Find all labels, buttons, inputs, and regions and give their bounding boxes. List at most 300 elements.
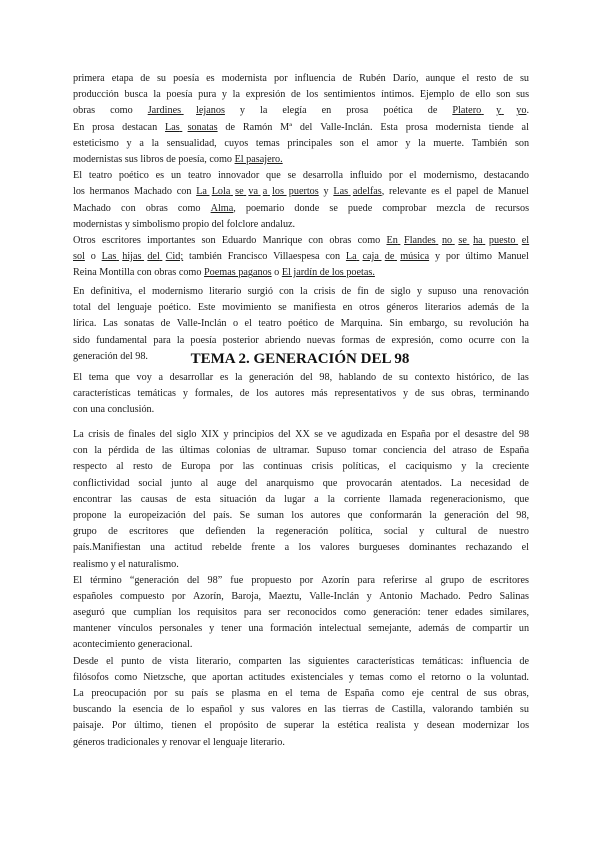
word-gap (126, 718, 134, 734)
word: siglo (390, 286, 411, 297)
word: Valle-Inclán (309, 590, 360, 602)
word: aportan (212, 671, 243, 683)
word: punto (121, 655, 145, 667)
word-gap (184, 686, 192, 702)
word: en (342, 302, 353, 314)
word-gap (264, 524, 275, 540)
word-gap (417, 573, 425, 589)
word: requisitos (197, 607, 237, 619)
word: obras (145, 202, 168, 214)
word: de (160, 318, 171, 330)
word-gap (287, 300, 294, 316)
word-gap (106, 508, 113, 524)
text-line (73, 670, 529, 686)
book-title: Cid; (165, 251, 184, 263)
word-gap (152, 370, 159, 386)
word: movimiento (222, 302, 272, 314)
word-gap (275, 492, 284, 508)
word: teatro (258, 318, 282, 330)
word: con (176, 186, 192, 198)
word-gap (398, 136, 406, 152)
word: obras (329, 234, 352, 246)
word: destacando (483, 170, 529, 182)
word-gap (199, 71, 206, 87)
book-title: En (386, 234, 398, 246)
word: de (375, 704, 385, 716)
word: resto (476, 73, 497, 84)
word: de (475, 202, 486, 214)
book-title: Alma (210, 202, 234, 214)
word: españoles (73, 590, 113, 602)
word: literario (209, 286, 242, 297)
word: valores (271, 704, 301, 716)
word: que (111, 607, 127, 619)
word: Ejemplo (419, 89, 455, 101)
word-gap (509, 718, 517, 734)
word: realista (376, 720, 406, 732)
word-gap (232, 508, 239, 524)
word: y (405, 137, 411, 149)
word: Manuel (497, 186, 529, 198)
word: XIX (200, 429, 220, 440)
word: Manuel (497, 251, 529, 263)
word-gap (511, 370, 518, 386)
word: poesía (190, 334, 217, 346)
word: por (445, 251, 460, 263)
word: compartir (472, 623, 512, 635)
word-gap (425, 386, 432, 402)
text-line (73, 152, 529, 168)
word: formas (341, 334, 370, 346)
text-line (73, 492, 529, 508)
word-gap (152, 621, 159, 637)
word: llamada (389, 493, 422, 505)
word: lírica. (73, 318, 97, 330)
word-gap (400, 540, 410, 556)
word-gap (368, 702, 375, 718)
word: poética (383, 105, 413, 117)
book-title: a (262, 186, 268, 198)
word: el (521, 542, 529, 554)
word-gap (263, 621, 270, 637)
word: Nietzsche, (143, 671, 186, 683)
word-gap (331, 103, 346, 119)
word-gap (258, 718, 266, 734)
word: sus (516, 89, 530, 101)
word: los (517, 720, 530, 732)
word: La (73, 429, 84, 440)
text-line (73, 300, 529, 316)
text-line (73, 249, 529, 265)
word: terminando (482, 388, 530, 400)
word: es (155, 170, 165, 182)
word: por (153, 688, 168, 699)
word-gap (133, 103, 148, 119)
word-gap (242, 370, 249, 386)
word-gap (225, 103, 240, 119)
word: por (219, 461, 234, 473)
word-gap (202, 621, 209, 637)
word: defienden (205, 526, 246, 538)
word-gap (417, 168, 424, 184)
word-gap (168, 524, 179, 540)
word: Salinas (499, 590, 529, 602)
word: sus (483, 688, 497, 699)
word: características (356, 655, 415, 667)
word-gap (132, 492, 141, 508)
word-gap (185, 589, 193, 605)
word: producción (73, 89, 119, 101)
word-gap (442, 476, 451, 492)
word: eje (411, 688, 424, 699)
word: renovación (483, 286, 529, 297)
word: temas (255, 137, 280, 149)
word-gap (192, 476, 201, 492)
word: del (187, 574, 200, 586)
word-gap (328, 386, 335, 402)
word: el (361, 137, 369, 149)
word-gap (413, 103, 428, 119)
word: voluntad. (490, 671, 529, 683)
word: principios (233, 429, 274, 440)
word: En (73, 286, 85, 297)
word: temáticas (137, 388, 176, 400)
word-gap (489, 508, 496, 524)
word: influencia (471, 655, 512, 667)
word-gap (372, 201, 382, 217)
word-gap (465, 621, 472, 637)
word: su (156, 73, 167, 84)
word-gap (190, 605, 197, 621)
word-gap (118, 524, 129, 540)
word: el (462, 73, 470, 84)
book-title: Lola (211, 186, 231, 198)
word-gap (455, 718, 463, 734)
word-gap (292, 573, 300, 589)
word-gap (373, 120, 381, 136)
book-title: no (441, 234, 453, 246)
word-gap (122, 573, 130, 589)
word-gap (250, 508, 257, 524)
word: similares, (489, 607, 530, 619)
word: supuso (428, 286, 457, 297)
text-line (73, 621, 529, 637)
word-gap (373, 524, 384, 540)
word: se (215, 688, 225, 699)
word: conciencia (383, 445, 427, 457)
word-gap (164, 168, 171, 184)
word: con (500, 334, 516, 346)
word: La (450, 477, 462, 489)
word-gap (196, 718, 204, 734)
word-gap (141, 540, 151, 556)
word-gap (130, 476, 139, 492)
word-gap (408, 370, 415, 386)
word-gap (311, 540, 321, 556)
word: grupo (73, 526, 97, 538)
word-gap (165, 540, 175, 556)
word: de (324, 318, 335, 330)
word: recursos (495, 202, 530, 214)
word: país (191, 688, 208, 699)
word: expresión (245, 89, 286, 101)
text-run: géneros tradicionales y renovar el lenguaje literario. (73, 736, 285, 748)
word-gap (95, 103, 110, 119)
word: preocupación (91, 688, 147, 699)
text-line (73, 573, 529, 589)
word: de (342, 73, 353, 84)
word: por (388, 170, 403, 182)
word: además (418, 623, 449, 635)
word: son (339, 137, 354, 149)
word: encontrar (73, 493, 112, 505)
word: que (191, 671, 207, 683)
word: de (225, 121, 236, 133)
word: manifiesta (293, 302, 336, 314)
word: España (401, 429, 431, 440)
word: sus (431, 388, 445, 400)
word-gap (462, 476, 471, 492)
word-gap (492, 589, 500, 605)
word: siglo (176, 429, 197, 440)
word: europeización (128, 509, 186, 521)
word: el (138, 286, 146, 297)
word: Marquina. (340, 318, 383, 330)
word-gap (368, 103, 383, 119)
word: embargo, (409, 318, 448, 330)
word: regeneración (275, 526, 329, 538)
word-gap (111, 621, 118, 637)
book-title: Poemas paganos (204, 267, 272, 279)
word-gap (419, 718, 427, 734)
word-gap (208, 686, 216, 702)
word: reconocidos (287, 607, 337, 619)
text-line (73, 589, 529, 605)
word: Ramón (242, 121, 273, 133)
word: de (140, 73, 150, 84)
word-gap (310, 443, 317, 459)
word: poesía (166, 89, 193, 101)
word: burgueses (359, 542, 400, 554)
word-gap (335, 71, 342, 87)
word-gap (248, 136, 256, 152)
word-gap (180, 120, 188, 136)
word-gap (332, 370, 339, 386)
word: elegía (282, 105, 307, 117)
word: donde (294, 202, 320, 214)
word-gap (302, 459, 311, 475)
word-gap (111, 201, 121, 217)
word: propósito (219, 720, 259, 732)
word: crisis (88, 429, 110, 440)
word: propone (73, 509, 107, 521)
book-title: yo (516, 105, 527, 117)
word-gap (477, 168, 484, 184)
word-gap (91, 300, 98, 316)
word: el (452, 429, 461, 440)
word: generación (248, 372, 294, 383)
word-gap (121, 508, 128, 524)
paragraph-generation-98-context (73, 427, 529, 751)
word: que (179, 526, 195, 538)
word-gap (296, 168, 303, 184)
word: nuevas (306, 334, 336, 346)
word: la (234, 372, 243, 383)
word-gap (102, 443, 109, 459)
word-gap (313, 573, 321, 589)
word-gap (233, 459, 242, 475)
word-gap (408, 386, 415, 402)
word: necesidad (470, 477, 511, 489)
word: las (324, 704, 336, 716)
word: Supuso (316, 445, 347, 457)
word: se (314, 429, 323, 440)
word-gap (119, 136, 127, 152)
word: referirse (383, 574, 418, 586)
word: la (521, 334, 530, 346)
word: y (461, 461, 467, 473)
word: Rubén (359, 73, 386, 84)
word: actitudes (248, 671, 285, 683)
word-gap (496, 71, 503, 87)
word: de (455, 623, 466, 635)
word: del (433, 445, 446, 457)
text-line (73, 557, 529, 573)
word: sentimientos (323, 89, 376, 101)
word: la (153, 89, 161, 101)
word: contexto (414, 372, 450, 383)
word-gap (201, 201, 211, 217)
word-gap (455, 71, 462, 87)
word-gap (167, 492, 176, 508)
word: y (126, 137, 132, 149)
word: XX (295, 429, 310, 440)
word: ser (268, 607, 281, 619)
word-gap (352, 300, 359, 316)
word: como (110, 105, 133, 117)
word: para (243, 607, 262, 619)
text-line (73, 184, 529, 200)
word-gap (354, 136, 362, 152)
word: en (321, 105, 332, 117)
text-line (73, 120, 529, 136)
book-title: sol (73, 251, 85, 263)
word: de (519, 655, 530, 667)
word: corriente (343, 493, 381, 505)
word: de (505, 302, 515, 314)
word: España (344, 688, 375, 699)
word-gap (404, 686, 412, 702)
word: etapa (111, 73, 134, 84)
word: desarrolla (302, 170, 344, 182)
word: retorno (431, 671, 461, 683)
word: hablando (338, 372, 377, 383)
text-line (73, 284, 529, 300)
word-gap (111, 702, 118, 718)
word-gap (136, 201, 146, 217)
word-gap (314, 476, 323, 492)
word: destacan (122, 121, 158, 133)
word: de (483, 445, 493, 457)
word: país.Manifiestan (73, 542, 141, 554)
word: La (73, 688, 84, 699)
word-gap (284, 508, 291, 524)
word: del (159, 429, 173, 440)
text-line (73, 735, 529, 751)
word: la (256, 526, 265, 538)
word-gap (163, 702, 170, 718)
word: los (306, 89, 319, 101)
word-gap (456, 540, 466, 556)
word: la (475, 461, 484, 473)
word-gap (82, 168, 89, 184)
word: la (151, 137, 159, 149)
word: de (145, 445, 156, 457)
word: Mª (280, 121, 293, 133)
word-gap (498, 300, 505, 316)
word: una (462, 286, 478, 297)
book-title: de (384, 251, 395, 263)
word: la (429, 509, 437, 521)
word-gap (359, 589, 367, 605)
word: esencia (132, 704, 163, 716)
word: colonias (216, 445, 251, 457)
word: buscando (73, 704, 112, 716)
word-gap (228, 370, 235, 386)
word-gap (437, 103, 452, 119)
word: su (519, 704, 529, 716)
word-gap (215, 71, 222, 87)
word-gap (288, 71, 295, 87)
word-gap (352, 71, 359, 87)
text-line (73, 402, 529, 418)
word: fin (357, 286, 369, 297)
word-gap (461, 300, 468, 316)
word: social (384, 526, 408, 538)
word: la (327, 493, 335, 505)
word: 98, (516, 509, 529, 521)
word-gap (176, 386, 183, 402)
word: muerte. (433, 137, 465, 149)
word-gap (312, 621, 319, 637)
word: hermanos (89, 186, 130, 198)
word: y (223, 429, 229, 440)
word-gap (377, 443, 384, 459)
word-gap (467, 524, 478, 540)
word-gap (167, 686, 175, 702)
word-gap (343, 168, 350, 184)
word: agudizada (341, 429, 383, 440)
word: El (73, 574, 83, 586)
word-gap (109, 370, 116, 386)
word-gap (368, 718, 376, 734)
word-gap (414, 654, 422, 670)
word: prosa (92, 121, 115, 133)
word-gap (319, 492, 328, 508)
word-gap (361, 621, 368, 637)
word: frente (251, 542, 276, 554)
word-gap (301, 654, 309, 670)
word-gap (301, 702, 308, 718)
word-gap (406, 718, 414, 734)
word-gap (181, 103, 196, 119)
word-gap (98, 654, 106, 670)
word-gap (163, 370, 170, 386)
word: español (201, 704, 233, 716)
word: pérdida (108, 445, 139, 457)
word-gap (254, 459, 263, 475)
word: de (341, 286, 352, 297)
